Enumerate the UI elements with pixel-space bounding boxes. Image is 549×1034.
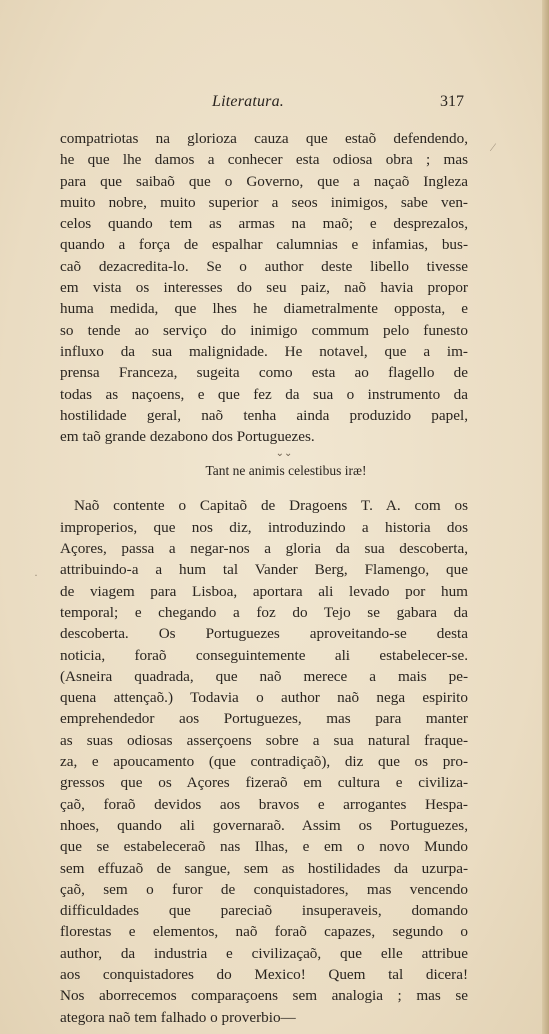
paragraph-1 — [60, 128, 468, 447]
text-line: aos conquistadores do Mexico! Quem tal dicera! — [60, 965, 468, 983]
ornament-icon: ⌄⌄ — [275, 448, 293, 460]
text-line: çaõ, foraõ devidos aos bravos e arrogantes Hespa- — [60, 795, 468, 813]
text-line: quena attençaõ.) Todavia o author naõ nega espirito — [60, 689, 468, 707]
text-line: emprehendedor aos Portuguezes, mas para manter — [60, 710, 468, 728]
text-line: prensa Franceza, sugeita como esta ao flagello de — [60, 364, 468, 382]
text-line: florestas e elementos, naõ foraõ capazes, segundo o — [60, 923, 468, 941]
body-text — [60, 128, 468, 1028]
running-header — [60, 93, 468, 115]
text-line: sem effuzaõ de sangue, sem as hostilidades da uzurpa- — [60, 859, 468, 877]
text-line: improperios, que nos diz, introduzindo a historia dos — [60, 518, 468, 536]
latin-quotation: Tant ne animis celestibus iræ! — [205, 463, 367, 479]
text-line: de viagem para Lisboa, aportara ali levado por hum — [60, 582, 468, 600]
text-line: za, e apoucamento (que contradiçaõ), diz que os pro- — [60, 753, 468, 771]
text-line: descoberta. Os Portuguezes aproveitando-se desta — [60, 625, 468, 643]
text-line: em taõ grande dezabono dos Portuguezes. — [60, 428, 315, 446]
text-line: author, da industria e civilizaçaõ, que elle attribue — [60, 944, 468, 962]
text-line: (Asneira quadrada, que naõ merece a mais pe- — [60, 667, 468, 685]
text-line: quando a força de espalhar calumnias e infamias, bus- — [60, 236, 468, 254]
text-line: para que saibaõ que o Governo, que a naçaõ Ingleza — [60, 172, 468, 190]
text-line: noticia, foraõ conseguintemente ali estabelecer-se. — [60, 646, 468, 664]
paragraph-2 — [60, 495, 468, 1027]
text-line: todas as naçoens, e que fez da sua o instrumento da — [60, 385, 468, 403]
text-line: attribuindo-a a hum tal Vander Berg, Flamengo, que — [60, 561, 468, 579]
page-edge — [542, 0, 549, 1034]
text-line: as suas odiosas asserçoens sobre a sua natural fraque- — [60, 731, 468, 749]
text-line: temporal; e chegando a foz do Tejo se gabara da — [60, 603, 468, 621]
text-line: muito nobre, muito superior a seos inimigos, sabe ven- — [60, 193, 468, 211]
text-line: Nos aborrecemos comparaçoens sem analogia ; mas se — [60, 987, 468, 1005]
page-number: 317 — [440, 93, 464, 110]
text-line: ategora naõ tem falhado o proverbio— — [60, 1008, 296, 1026]
text-line: Açores, passa a negar-nos a gloria da sua descoberta, — [60, 540, 468, 558]
text-line: influxo da sua malignidade. He notavel, que a im- — [60, 342, 468, 360]
text-line: so tende ao serviço do inimigo commum pelo funesto — [60, 321, 468, 339]
text-line: gressos que os Açores fizeraõ em cultura e civiliza- — [60, 774, 468, 792]
text-line: compatriotas na glorioza cauza que estaõ defendendo, — [60, 130, 468, 147]
text-line: difficuldades que pareciaõ insuperaveis, domando — [60, 902, 468, 920]
margin-mark: ⁄ — [492, 140, 495, 154]
text-line: celos quando tem as armas na maõ; e desprezalos, — [60, 215, 468, 233]
text-line: que se estabeleceraõ nas Ilhas, e em o novo Mundo — [60, 838, 468, 856]
text-line: em vista os interesses do seu paiz, naõ havia propor — [60, 279, 468, 297]
text-line: nhoes, quando ali governaraõ. Assim os Portuguezes, — [60, 816, 468, 834]
text-line: çaõ, sem o furor de conquistadores, mas vencendo — [60, 880, 468, 898]
text-line: huma medida, que lhes he diametralmente opposta, e — [60, 300, 468, 318]
text-line: Naõ contente o Capitaõ de Dragoens T. A. com os — [74, 497, 468, 515]
margin-mark: · — [34, 568, 38, 582]
text-line: he que lhe damos a conhecer esta odiosa obra ; mas — [60, 151, 468, 169]
text-line: caõ dezacredita-lo. Se o author deste libello tivesse — [60, 257, 468, 275]
text-line: hostilidade geral, naõ tenha ainda produzido papel, — [60, 406, 468, 424]
header-title: Literatura. — [212, 93, 284, 110]
